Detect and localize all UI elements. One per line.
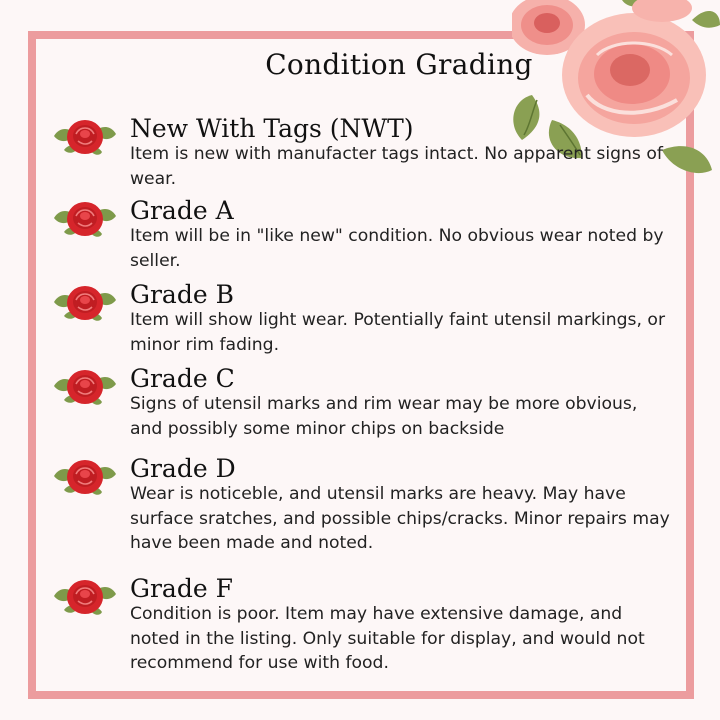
rose-icon: [50, 364, 120, 408]
grade-title: Grade C: [130, 364, 235, 393]
grade-title: Grade F: [130, 574, 233, 603]
rose-icon: [50, 454, 120, 498]
rose-icon: [50, 196, 120, 240]
grade-description: Signs of utensil marks and rim wear may be more obvious, and possibly some minor chips on backside: [130, 394, 638, 439]
grade-title: Grade D: [130, 454, 236, 483]
grade-description: Condition is poor. Item may have extensive damage, and noted in the listing. Only suitable for display, and would not recommend for use with food.: [130, 604, 645, 673]
page-title: Condition Grading: [265, 48, 533, 81]
grade-title: Grade B: [130, 280, 234, 309]
grade-description: Wear is noticeble, and utensil marks are heavy. May have surface sratches, and possible chips/cracks. Minor repairs may have been made and noted.: [130, 484, 670, 553]
rose-icon: [50, 574, 120, 618]
grade-title: Grade A: [130, 196, 234, 225]
grade-description: Item will be in "like new" condition. No obvious wear noted by seller.: [130, 226, 664, 271]
rose-icon: [50, 114, 120, 158]
grade-description: Item will show light wear. Potentially faint utensil markings, or minor rim fading.: [130, 310, 666, 355]
rose-icon: [50, 280, 120, 324]
grade-description: Item is new with manufacter tags intact. No apparent signs of wear.: [130, 144, 663, 189]
grade-title: New With Tags (NWT): [130, 114, 414, 143]
